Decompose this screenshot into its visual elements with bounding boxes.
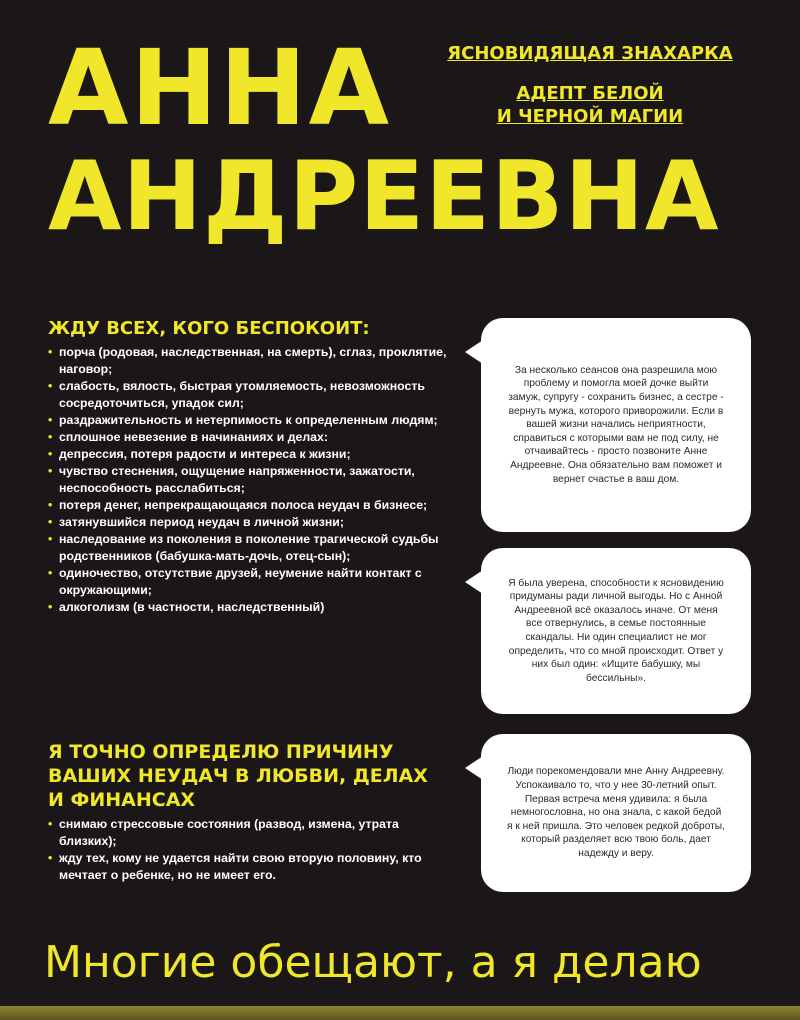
testimonial-text: Люди порекомендовали мне Анну Андреевну. Успокаивало то, что у нее 30-летний опыт. Первая встреча меня удивила: я была немногословна, но она знала, с какой бедой я к ней пришла. Это человек редкой доброты, который разделяет всю твою боль, дает надежду и веру.	[507, 766, 725, 859]
list-item: • раздражительность и нетерпимость к определенным людям;	[48, 412, 463, 429]
tagline-clairvoyant	[420, 42, 760, 65]
list-item: • наследование из поколения в поколение трагической судьбы родственников (бабушка-мать-дочь, отец-сын);	[48, 531, 463, 565]
list-item: • жду тех, кому не удается найти свою вторую половину, кто мечтает о ребенке, но не имеет его.	[48, 850, 448, 884]
tagline-magic	[440, 82, 740, 128]
tagline-magic-line1: АДЕПТ БЕЛОЙ	[516, 83, 664, 104]
name-first: АННА	[48, 27, 392, 149]
problems-section	[48, 318, 463, 616]
list-item: • чувство стеснения, ощущение напряженности, зажатости, неспособность расслабиться;	[48, 463, 463, 497]
problems-heading: ЖДУ ВСЕХ, КОГО БЕСПОКОИТ:	[48, 318, 370, 339]
slogan: Многие обещают, а я делаю	[44, 937, 702, 988]
list-item: • одиночество, отсутствие друзей, неумение найти контакт с окружающими;	[48, 565, 463, 599]
list-item: • затянувшийся период неудач в личной жизни;	[48, 514, 463, 531]
list-item: • слабость, вялость, быстрая утомляемость, невозможность сосредоточиться, упадок сил;	[48, 378, 463, 412]
name-last: АНДРЕЕВНА	[48, 142, 720, 252]
list-item: • порча (родовая, наследственная, на смерть), сглаз, проклятие, наговор;	[48, 344, 463, 378]
cause-section	[48, 740, 448, 884]
bottom-bar	[0, 1006, 800, 1020]
list-item: • потеря денег, непрекращающаяся полоса неудач в бизнесе;	[48, 497, 463, 514]
tagline-clairvoyant-text: ЯСНОВИДЯЩАЯ ЗНАХАРКА	[447, 43, 733, 64]
problems-list	[48, 344, 463, 616]
tagline-magic-line2: И ЧЕРНОЙ МАГИИ	[496, 106, 684, 127]
cause-heading: Я ТОЧНО ОПРЕДЕЛЮ ПРИЧИНУ ВАШИХ НЕУДАЧ В ЛЮБВИ, ДЕЛАХ И ФИНАНСАХ	[48, 741, 428, 811]
testimonial-text: За несколько сеансов она разрешила мою проблему и помогла моей дочке выйти замуж, супругу - сохранить бизнес, а сестре - вернуть мужа, которого приворожили. Если в вашей жизни начались неприятности, справиться с которыми вам не под силу, не отчаивайтесь - просто позвоните Анне Андреевне. Она обязательно вам поможет и вернет счастье в ваш дом.	[508, 364, 724, 485]
list-item: • сплошное невезение в начинаниях и делах:	[48, 429, 463, 446]
testimonial-bubble-1	[481, 318, 751, 532]
list-item: • снимаю стрессовые состояния (развод, измена, утрата близких);	[48, 816, 448, 850]
testimonial-bubble-2	[481, 548, 751, 714]
testimonial-bubble-3	[481, 734, 751, 892]
list-item: • алкоголизм (в частности, наследственный)	[48, 599, 463, 616]
testimonial-text: Я была уверена, способности к ясновидению придуманы ради личной выгоды. Но с Анной Андреевной всё оказалось иначе. От меня все отвернулись, в семье постоянные скандалы. Ни один специалист не мог определить, что со мной происходит. Ответ у них был один: «Ищите бабушку, мы бессильны».	[508, 577, 724, 684]
list-item: • депрессия, потеря радости и интереса к жизни;	[48, 446, 463, 463]
cause-list	[48, 816, 448, 884]
